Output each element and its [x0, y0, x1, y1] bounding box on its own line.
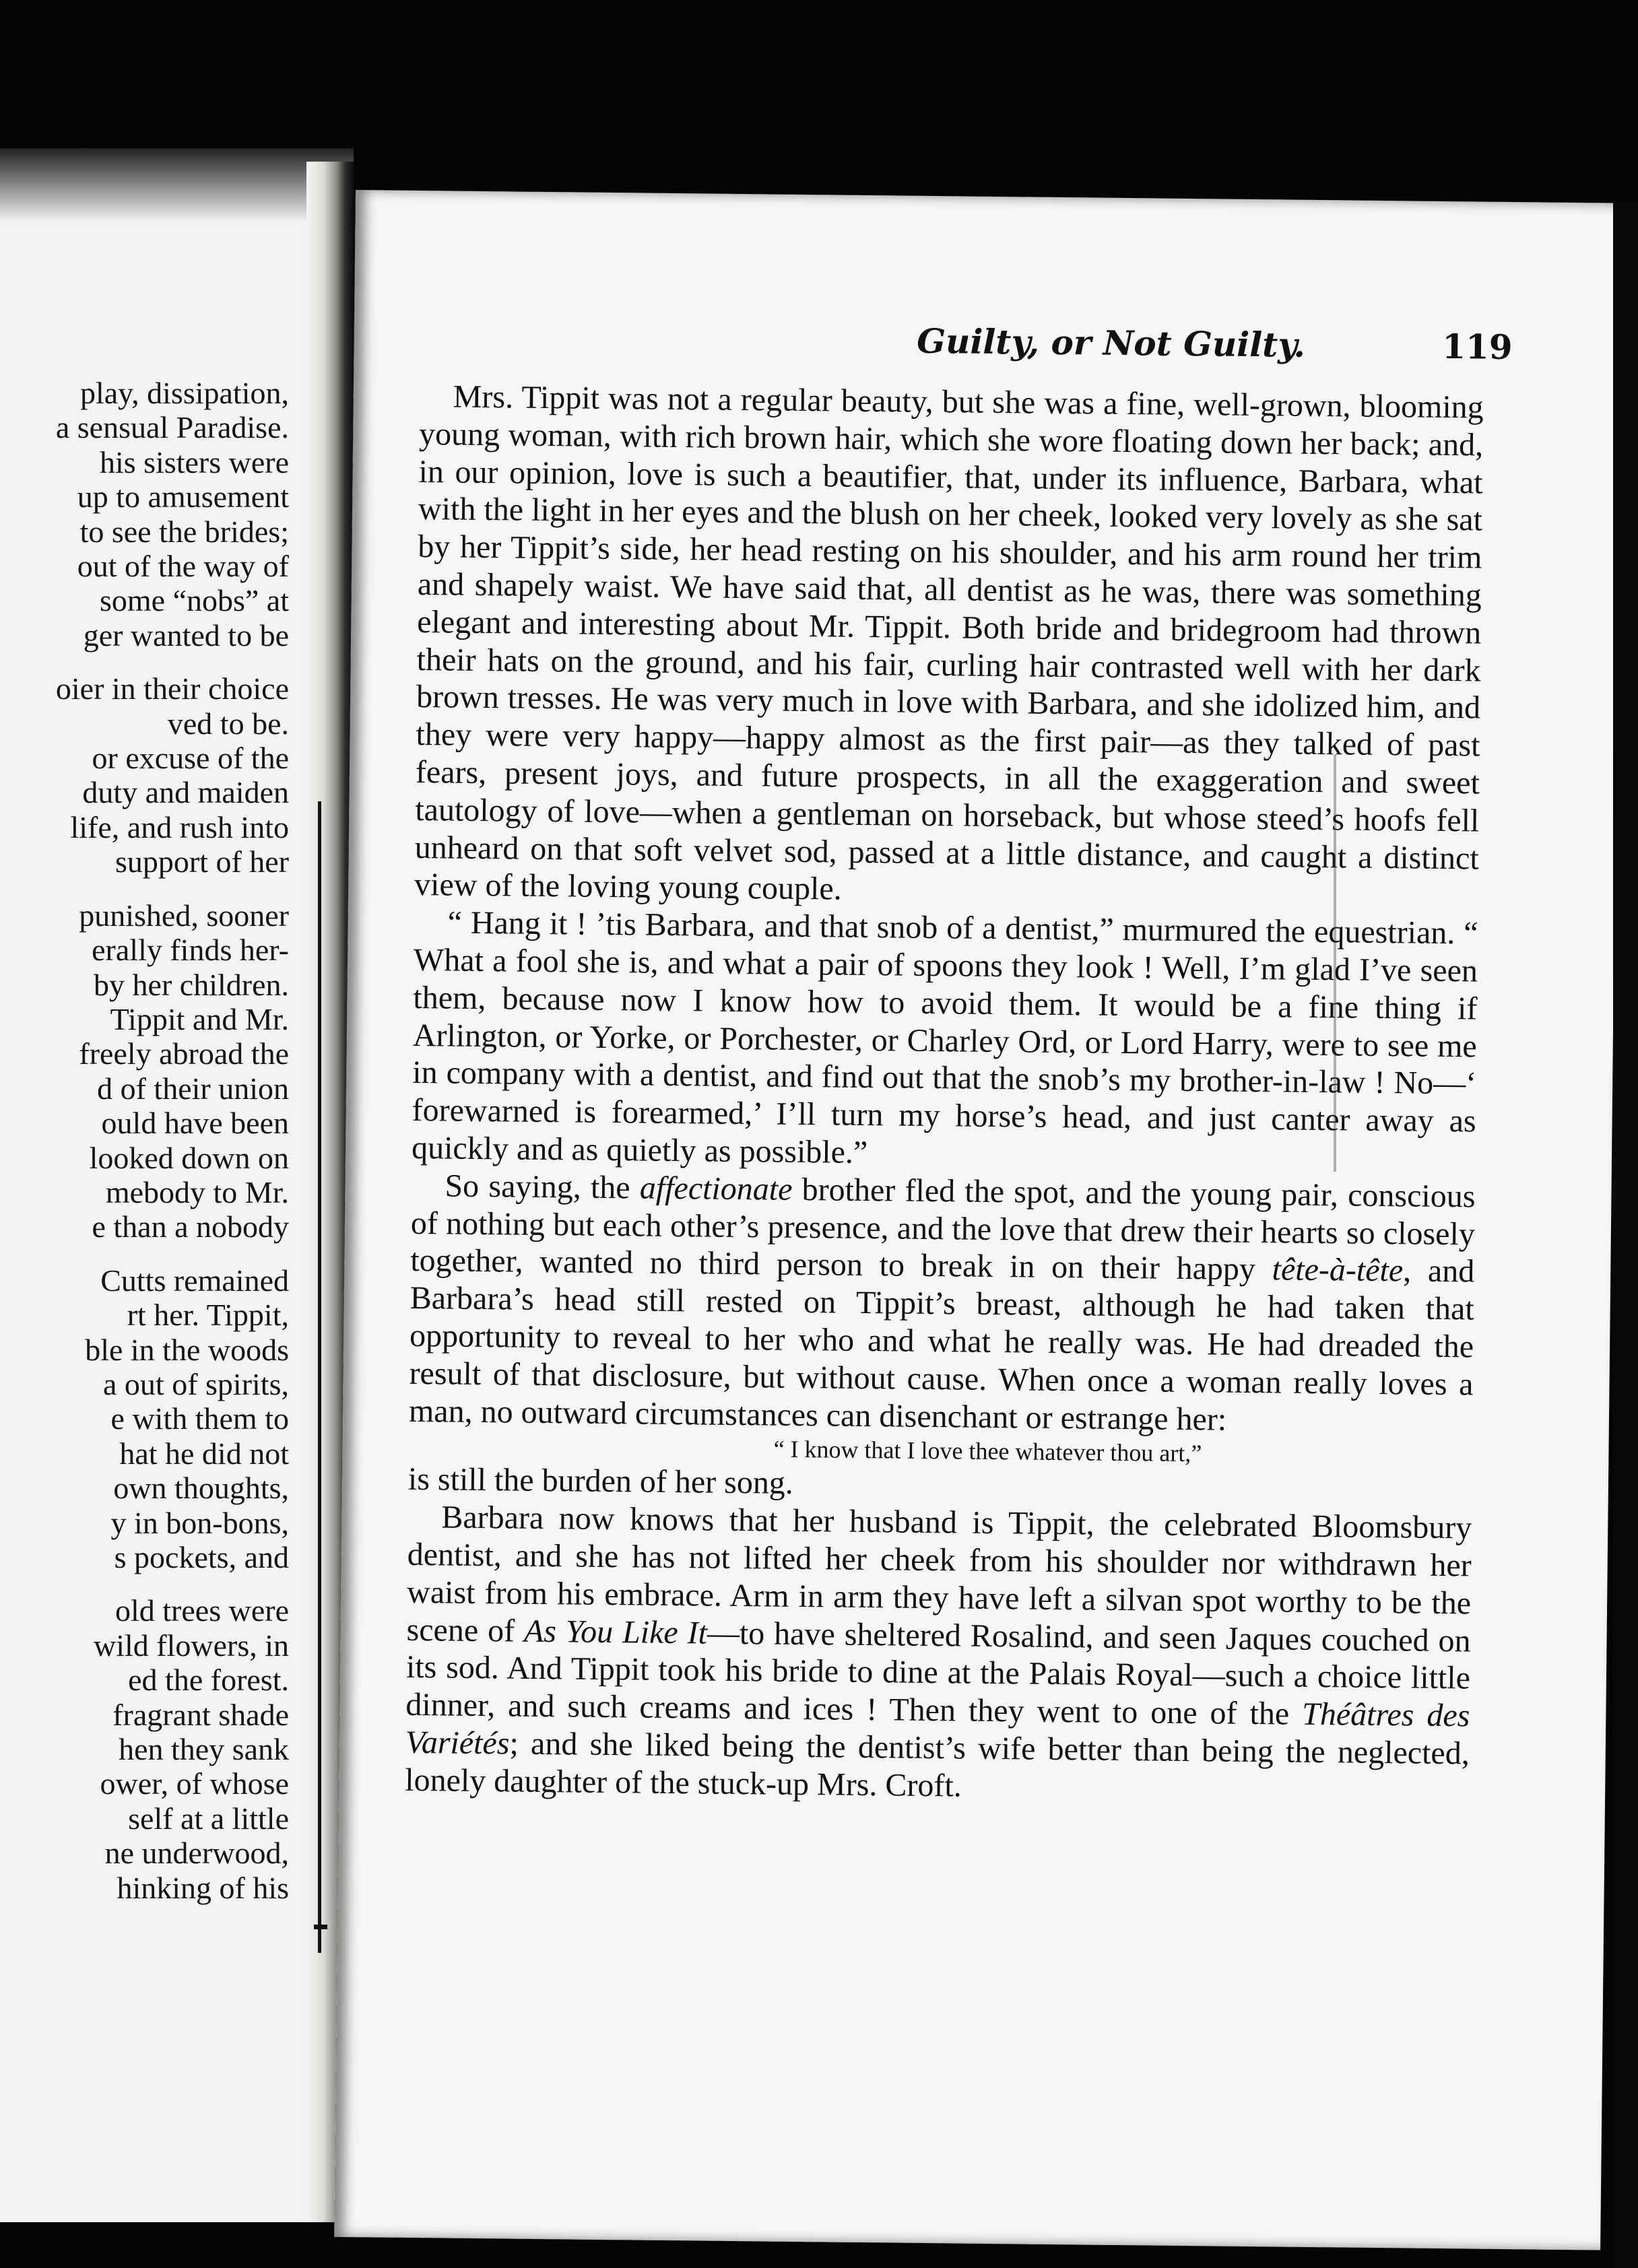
left-page-line: Tippit and Mr. — [110, 1001, 289, 1036]
left-page-line: ould have been — [101, 1106, 289, 1141]
paragraph-3 — [409, 1167, 1476, 1441]
running-head: Guilty, or Not Guilty. — [917, 321, 1306, 365]
right-page — [334, 190, 1622, 2250]
paragraph-gap — [0, 879, 289, 898]
text-run: brother fled the spot, and the young pair, conscious of nothing but each other’s presence, and the love that drew their hearts so closely together, wanted no third person to break in on their happy — [410, 1171, 1476, 1288]
left-page-line: ger wanted to be — [83, 618, 289, 653]
left-page-line: own thoughts, — [113, 1471, 289, 1506]
paragraph-1: Mrs. Tippit was not a regular beauty, but she was a fine, well-grown, blooming young woman, with rich brown hair, which she wore floating down her back; and, in our opinion, love is such a beautifier, that, under its influence, Barbara, what with the light in her eyes and the blush on her cheek, looked very lovely as she sat by her Tippit’s side, her head resting on his shoulder, and his arm round her trim and shapely waist. We have said that, all dentist as he was, there was something elegant and interesting about Mr. Tippit. Both bride and bridegroom had thrown their hats on the ground, and his fair, curling hair contrasted well with her dark brown tresses. He was very much in love with Barbara, and she idolized him, and they were very happy—happy almost as the first pair—as they talked of past fears, present joys, and future prospects, in all the exaggeration and sweet tautology of love—when a gentleman on horseback, but whose steed’s hoofs fell unheard on that soft velvet sod, passed at a little distance, and caught a distinct view of the loving young couple. — [414, 378, 1484, 907]
left-page-line: d of their union — [97, 1071, 289, 1106]
left-page-line: to see the brides; — [79, 514, 289, 549]
left-page-line: ne underwood, — [104, 1836, 289, 1871]
left-page-line: s pockets, and — [114, 1540, 289, 1574]
left-page-line: support of her — [114, 844, 289, 879]
left-page-line: a sensual Paradise. — [55, 410, 289, 445]
left-page-line: or excuse of the — [92, 741, 289, 776]
left-page-line: up to amusement — [77, 479, 289, 514]
paragraph-4: is still the burden of her song. — [407, 1461, 794, 1502]
left-page-line: wild flowers, in — [93, 1628, 289, 1663]
spine-line — [318, 801, 321, 1953]
spine-tick — [314, 1925, 327, 1929]
left-page-line: duty and maiden — [82, 775, 289, 810]
paragraph-gap — [0, 1244, 289, 1263]
left-page-line: hinking of his — [117, 1870, 289, 1905]
left-page-line: hen they sank — [119, 1732, 289, 1767]
paragraph-2: “ Hang it ! ’tis Barbara, and that snob of a dentist,” murmured the equestrian. “ What a fool she is, and what a pair of spoons they look ! Well, I’m glad I’ve seen them, because now I know how to avoid them. It would be a fine thing if Arlington, or Yorke, or Porchester, or Charley Ord, or Lord Harry, were to see me in company with a dentist, and find out that the snob’s my brother-in-law ! No—‘ forewarned is forearmed,’ I’ll turn my horse’s head, and just canter away as quickly and as quietly as possible.” — [411, 904, 1478, 1170]
left-page-line: oier in their choice — [55, 671, 289, 706]
left-page — [0, 148, 354, 2222]
page-number: 119 — [1441, 326, 1513, 367]
left-page-line: y in bon-bons, — [110, 1505, 289, 1540]
left-page-line: self at a little — [128, 1801, 289, 1836]
left-page-line: hat he did not — [119, 1436, 289, 1471]
left-page-line: rt her. Tippit, — [127, 1298, 289, 1333]
left-page-line: ed the forest. — [128, 1663, 289, 1698]
page-shadow — [0, 148, 354, 222]
left-page-line: fragrant shade — [112, 1697, 289, 1732]
body-text — [405, 378, 1484, 1810]
verse-quotation: “ I know that I love thee whatever thou art,” — [773, 1435, 1202, 1467]
text-run: —to have sheltered Rosalind, and seen Jaques couched on its sod. And Tippit took his bride to dine at the Palais Royal—such a choice little dinner, and such creams and ices ! Then they went to one of the — [405, 1615, 1471, 1732]
margin-mark — [1334, 754, 1336, 1172]
italic-emphasis: affectionate — [639, 1170, 793, 1207]
paragraph-gap — [0, 653, 289, 671]
paragraph-gap — [0, 1574, 289, 1593]
text-run: ; and she liked being the dentist’s wife better than being the neglected, lonely daughter of the stuck-up Mrs. Croft. — [405, 1725, 1470, 1804]
italic-title: As You Like It — [523, 1613, 708, 1651]
left-page-line: by her children. — [94, 967, 289, 1002]
italic-title: Théâtres des Variétés — [405, 1696, 1470, 1762]
text-run: So saying, the — [445, 1168, 641, 1206]
left-page-line: life, and rush into — [70, 809, 289, 844]
left-page-line: his sisters were — [99, 444, 289, 479]
left-page-line: punished, sooner — [79, 898, 289, 933]
left-page-line: e with them to — [110, 1401, 289, 1436]
left-page-line: ower, of whose — [100, 1766, 289, 1801]
left-page-line: ved to be. — [167, 706, 289, 741]
paragraph-5 — [405, 1498, 1472, 1810]
book-edge — [1613, 202, 1638, 2268]
italic-phrase: tête-à-tête — [1272, 1251, 1404, 1289]
text-run: Barbara now knows that her husband is Tippit, the celebrated Bloomsbury dentist, and she has not lifted her cheek from his shoulder nor withdrawn her waist from his embrace. Arm in arm they have left a silvan spot worthy to be the scene of — [406, 1499, 1472, 1649]
text-run: , and Barbara’s head still rested on Tippit’s breast, although he had taken that opportunity to reveal to her who and what he really was. He had dreaded the result of that disclosure, but without cause. When once a woman really loves a man, no outward circumstances can disenchant or estrange her: — [408, 1253, 1475, 1438]
left-page-line: freely abroad the — [79, 1036, 289, 1071]
left-page-line: play, dissipation, — [79, 376, 289, 410]
left-page-line: mebody to Mr. — [105, 1174, 289, 1209]
left-page-line: e than a nobody — [92, 1209, 289, 1244]
left-page-line: old trees were — [115, 1593, 289, 1628]
left-page-line: erally finds her- — [92, 933, 289, 968]
left-page-line: Cutts remained — [100, 1263, 289, 1298]
left-page-line: some “nobs” at — [99, 583, 289, 618]
left-page-line: out of the way of — [77, 549, 289, 584]
left-page-line: looked down on — [89, 1140, 289, 1175]
left-page-text-column — [0, 376, 289, 1905]
left-page-line: a out of spirits, — [103, 1366, 289, 1401]
left-page-line: ble in the woods — [85, 1332, 289, 1367]
